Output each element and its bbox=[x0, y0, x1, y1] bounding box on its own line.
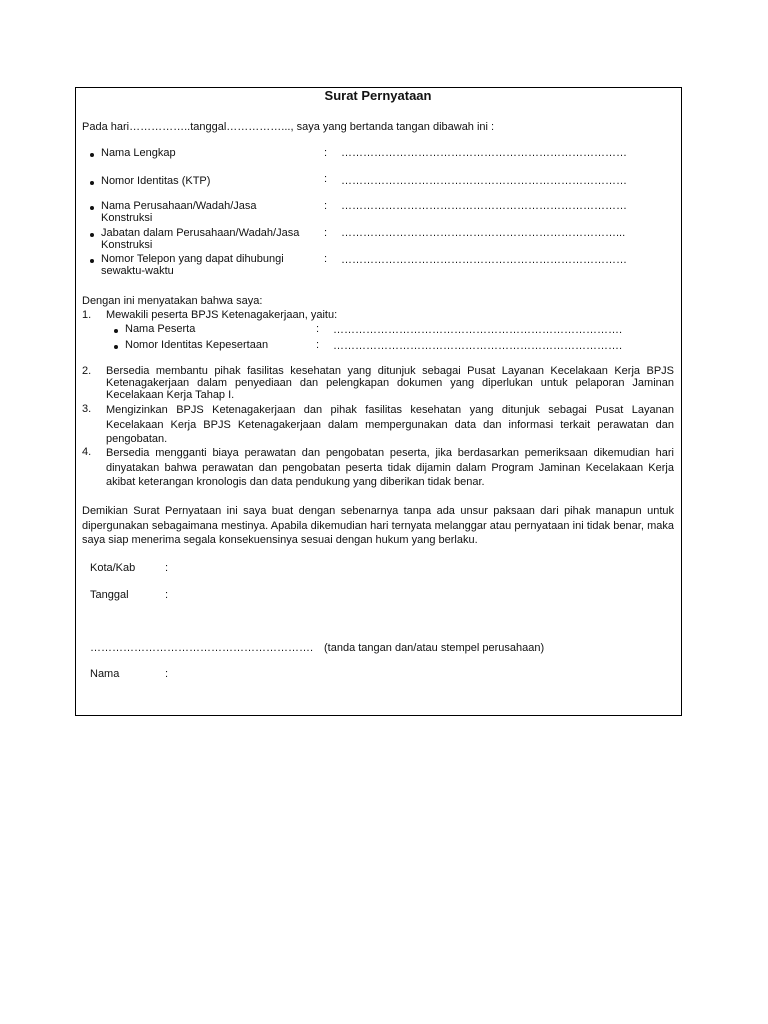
field-label-membership-id: Nomor Identitas Kepesertaan bbox=[125, 339, 269, 351]
field-label-participant-name: Nama Peserta bbox=[125, 323, 196, 335]
intro-line: Pada hari……………..tanggal……………..., saya yang bertanda tangan dibawah ini : bbox=[82, 121, 495, 133]
signature-note: (tanda tangan dan/atau stempel perusahaan) bbox=[324, 642, 545, 654]
bullet-icon bbox=[90, 206, 94, 210]
bullet-icon bbox=[90, 181, 94, 185]
field-label-full-name: Nama Lengkap bbox=[101, 147, 176, 159]
bullet-icon bbox=[114, 329, 118, 333]
item-text-reimburse-costs: Bersedia mengganti biaya perawatan dan pengobatan peserta, jika berdasarkan pemeriksaan dikemudian hari dinyatakan bahwa perawatan dan pengobatan peserta tidak dijamin dalam Program Jaminan Kecelakaan Kerja akibat keterangan kronologis dan data pendukung yang diberikan tidak benar. bbox=[106, 447, 674, 488]
field-label-phone: Nomor Telepon yang dapat dihubungi sewaktu-waktu bbox=[101, 253, 284, 277]
field-dots-phone: …………………………………………………………………… bbox=[341, 254, 627, 266]
item-text-represent-participant: Mewakili peserta BPJS Ketenagakerjaan, yaitu: bbox=[106, 309, 338, 321]
item-number: 2. bbox=[82, 365, 92, 377]
field-colon: : bbox=[324, 173, 328, 185]
item-text-assist-facility: Bersedia membantu pihak fasilitas kesehatan yang ditunjuk sebagai Pusat Layanan Kecelakaan Kerja BPJS Ketenagakerjaan dalam penyediaan dan pelengkapan dokumen yang diperlukan untuk pelaporan Jaminan Kecelakaan Kerja Tahap I. bbox=[106, 365, 674, 401]
field-label-position: Jabatan dalam Perusahaan/Wadah/Jasa Konstruksi bbox=[101, 227, 300, 251]
field-colon: : bbox=[316, 339, 320, 351]
field-dots-membership-id: ……………………………………………………………………. bbox=[333, 340, 623, 352]
name-colon: : bbox=[165, 668, 169, 680]
field-label-id-number: Nomor Identitas (KTP) bbox=[101, 175, 211, 187]
name-label: Nama bbox=[90, 668, 120, 680]
bullet-icon bbox=[90, 259, 94, 263]
document-title: Surat Pernyataan bbox=[324, 88, 432, 103]
bullet-icon bbox=[114, 345, 118, 349]
item-number: 4. bbox=[82, 446, 92, 458]
field-colon: : bbox=[324, 227, 328, 239]
field-dots-full-name: …………………………………………………………………… bbox=[341, 147, 627, 159]
field-colon: : bbox=[324, 147, 328, 159]
date-colon: : bbox=[165, 589, 169, 601]
item-text-permit-data-use: Mengizinkan BPJS Ketenagakerjaan dan pihak fasilitas kesehatan yang ditunjuk sebagai Pusat Layanan Kecelakaan Kerja BPJS Ketenagakerjaan dalam mempergunakan data dan informasi terkait perawatan dan pengobatan. bbox=[106, 404, 674, 445]
field-dots-id-number: …………………………………………………………………… bbox=[341, 175, 627, 187]
field-dots-participant-name: ……………………………………………………………………. bbox=[333, 324, 623, 336]
field-dots-company: …………………………………………………………………… bbox=[341, 200, 627, 212]
bullet-icon bbox=[90, 153, 94, 157]
place-colon: : bbox=[165, 562, 169, 574]
field-colon: : bbox=[324, 200, 328, 212]
closing-paragraph: Demikian Surat Pernyataan ini saya buat dengan sebenarnya tanpa ada unsur paksaan dari pihak manapun untuk dipergunakan sebagaimana mestinya. Apabila dikemudian hari ternyata melanggar atau pernyataan ini tidak benar, maka saya siap menerima segala konsekuensinya sesuai dengan hukum yang berlaku. bbox=[82, 505, 674, 546]
field-colon: : bbox=[324, 253, 328, 265]
field-colon: : bbox=[316, 323, 320, 335]
field-dots-position: …………………………………………………………………... bbox=[341, 227, 626, 239]
statement-intro: Dengan ini menyatakan bahwa saya: bbox=[82, 295, 263, 307]
field-label-company: Nama Perusahaan/Wadah/Jasa Konstruksi bbox=[101, 200, 257, 224]
signature-line: ……………………………………………………. bbox=[90, 642, 314, 654]
place-label: Kota/Kab bbox=[90, 562, 136, 574]
item-number: 1. bbox=[82, 309, 92, 321]
bullet-icon bbox=[90, 233, 94, 237]
item-number: 3. bbox=[82, 403, 92, 415]
date-label: Tanggal bbox=[90, 589, 129, 601]
